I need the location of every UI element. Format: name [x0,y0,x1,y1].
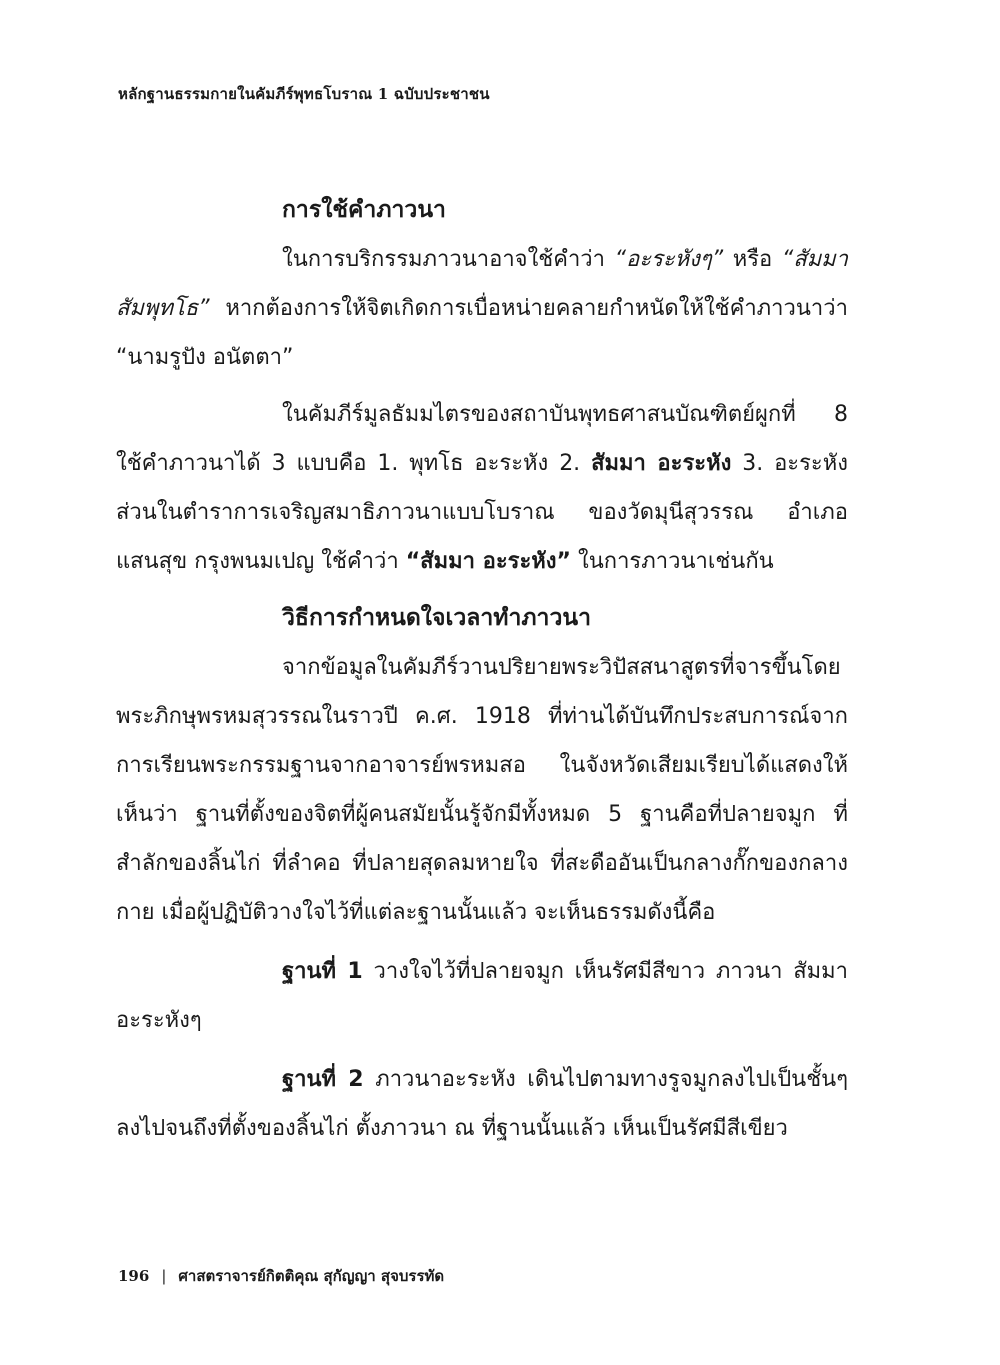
page-footer [118,1264,444,1288]
running-header: หลักฐานธรรมกายในคัมภีร์พุทธโบราณ 1 ฉบับประชาชน [118,85,490,103]
text-run: วางใจไว้ที่ปลายจมูก เห็นรัศมีสีขาว ภาวนา สัมมาอะระหังๆ [116,959,848,1033]
footer-separator: | [161,1267,167,1285]
text-run: หากต้องการให้จิตเกิดการเบื่อหน่ายคลายกำหนัดให้ใช้คำภาวนาว่า “นามรูปัง อนัตตา” [116,296,848,370]
text-run: 3. อะระหัง ส่วนในตำราการเจริญสมาธิภาวนาแบบโบราณ ของวัดมุนีสุวรรณ อำเภอแสนสุข กรุงพนมเปญ ใช้คำว่า [116,451,848,574]
base-label: ฐานที่ 2 [282,1067,364,1092]
page-number: 196 [118,1267,150,1285]
italic-term: “สัมมา สัมพุทโธ” [116,247,848,321]
section-heading-mind-placement: วิธีการกำหนดใจเวลาทำภาวนา [282,605,592,631]
italic-term: “อะระหังๆ” [614,247,724,272]
bold-term: “สัมมา อะระหัง” [405,549,571,574]
footer-author: ศาสตราจารย์กิตติคุณ สุกัญญา สุจบรรทัด [178,1267,445,1285]
text-run: หรือ [723,247,782,272]
text-run: ในการภาวนาเช่นกัน [570,549,774,574]
bold-term: สัมมา อะระหัง [591,451,732,476]
paragraph-base-2 [116,1055,848,1153]
text-run: ในคัมภีร์มูลธัมมไตรของสถาบันพุทธศาสนบัณฑิตย์ผูกที่ 8 ใช้คำภาวนาได้ 3 แบบคือ 1. พุทโธ อะระหัง 2. [116,402,848,476]
paragraph-meditation-words [116,235,848,382]
paragraph-base-1 [116,947,848,1045]
paragraph-scripture-reference [116,390,848,586]
text-run: ในการบริกรรมภาวนาอาจใช้คำว่า [282,247,615,272]
text-run: ภาวนาอะระหัง เดินไปตามทางรูจมูกลงไปเป็นชั้นๆ ลงไปจนถึงที่ตั้งของลิ้นไก่ ตั้งภาวนา ณ ที่ฐานนั้นแล้ว เห็นเป็นรัศมีสีเขียว [116,1067,849,1141]
section-heading-meditation-words: การใช้คำภาวนา [282,197,446,223]
page-body [116,186,848,1153]
base-label: ฐานที่ 1 [282,959,363,984]
paragraph-five-bases: จากข้อมูลในคัมภีร์วานปริยายพระวิปัสสนาสูตรที่จารขึ้นโดยพระภิกษุพรหมสุวรรณในราวปี ค.ศ. 1918 ที่ท่านได้บันทึกประสบการณ์จากการเรียนพระกรรมฐานจากอาจารย์พรหมสอ ในจังหวัดเสียมเรียบได้แสดงให้เห็นว่า ฐานที่ตั้งของจิตที่ผู้คนสมัยนั้นรู้จักมีทั้งหมด 5 ฐานคือที่ปลายจมูก ที่สำลักของลิ้นไก่ ที่ลำคอ ที่ปลายสุดลมหายใจ ที่สะดืออันเป็นกลางกั๊กของกลางกาย เมื่อผู้ปฏิบัติวางใจไว้ที่แต่ละฐานนั้นแล้ว จะเห็นธรรมดังนี้คือ [116,655,848,925]
